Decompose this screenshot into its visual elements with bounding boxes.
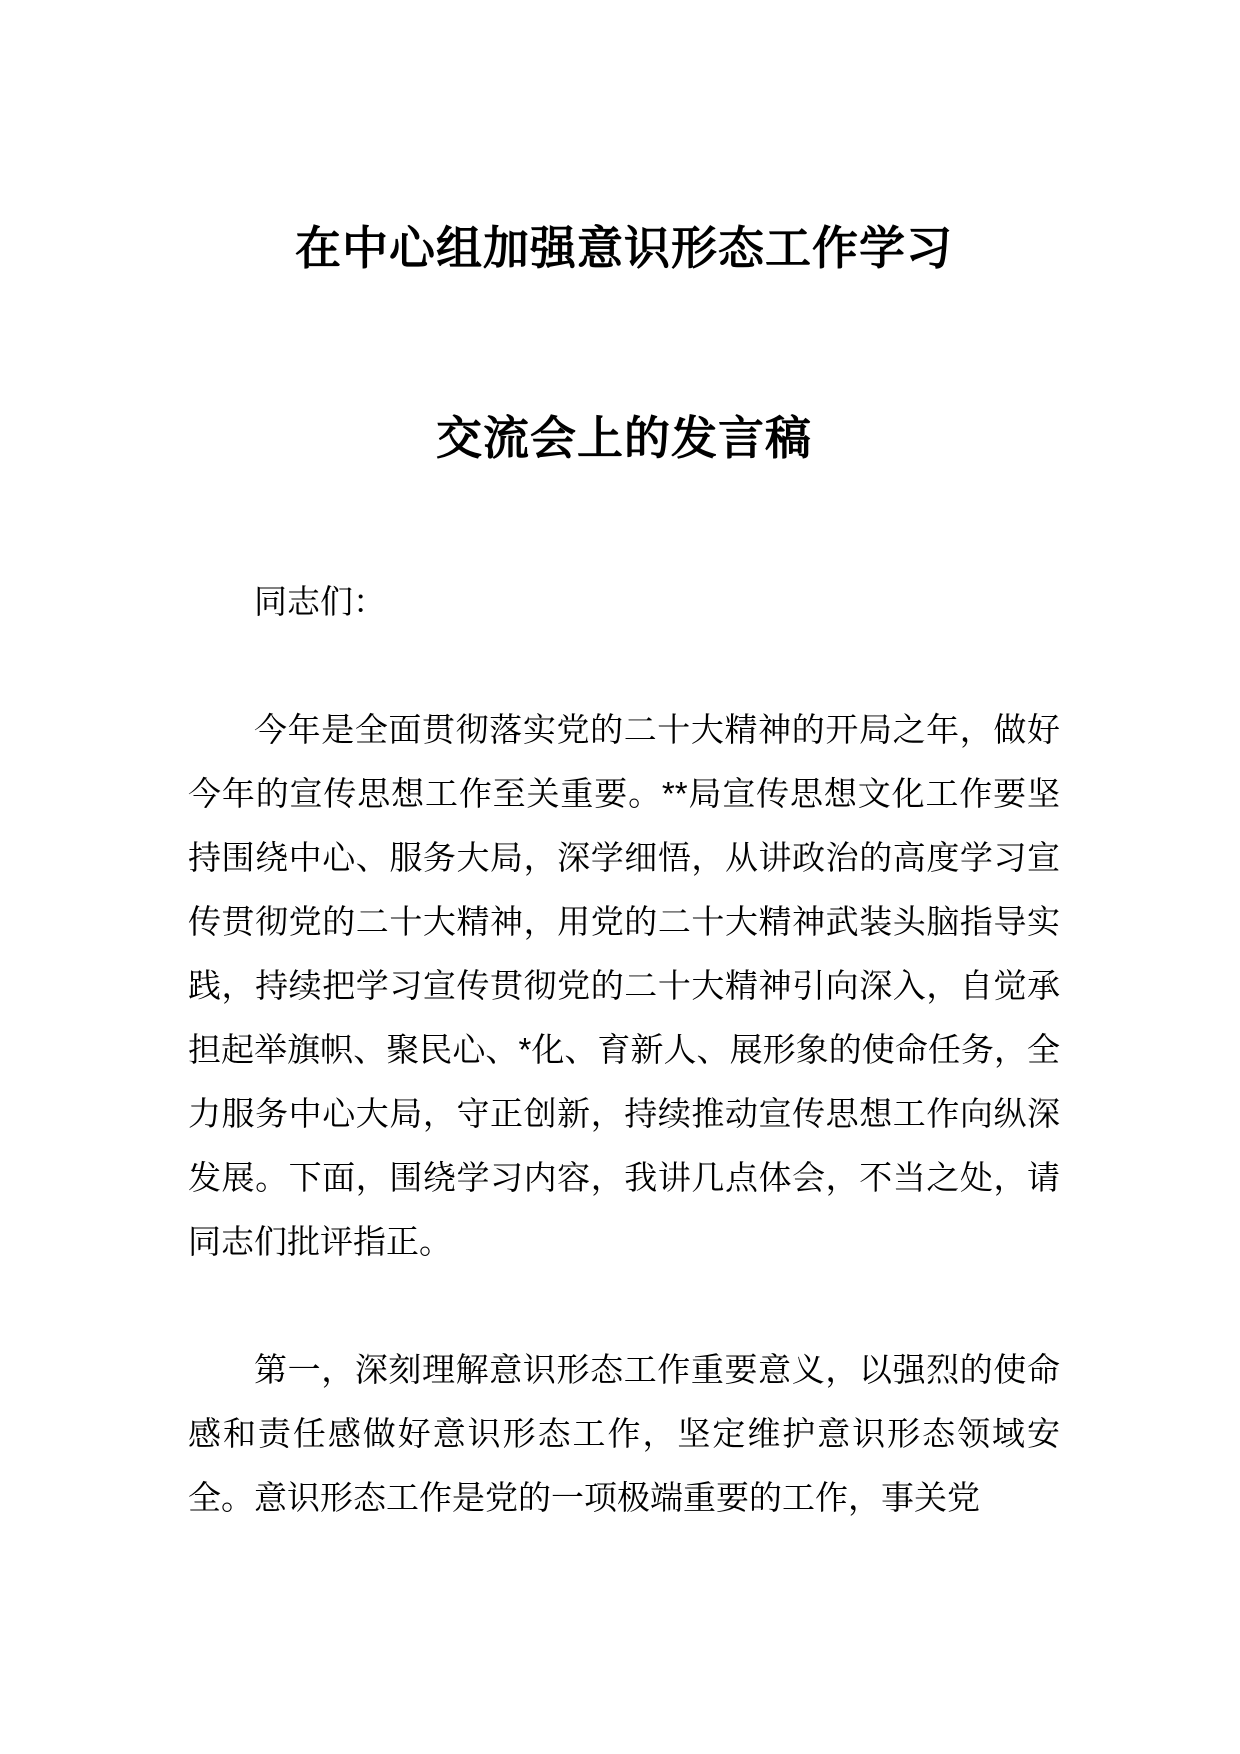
paragraph-2: 第一，深刻理解意识形态工作重要意义，以强烈的使命感和责任感做好意识形态工作，坚定维护意识形态领域安全。意识形态工作是党的一项极端重要的工作，事关党 xyxy=(188,1351,1060,1516)
doc-title-line-1: 在中心组加强意识形态工作学习 xyxy=(295,222,953,274)
paragraph-1: 今年是全面贯彻落实党的二十大精神的开局之年，做好今年的宣传思想工作至关重要。**局宣传思想文化工作要坚持围绕中心、服务大局，深学细悟，从讲政治的高度学习宣传贯彻党的二十大精神，用党的二十大精神武装头脑指导实践，持续把学习宣传贯彻党的二十大精神引向深入，自觉承担起举旗帜、聚民心、*化、育新人、展形象的使命任务，全力服务中心大局，守正创新，持续推动宣传思想工作向纵深发展。下面，围绕学习内容，我讲几点体会，不当之处，请同志们批评指正。 xyxy=(188,711,1060,1260)
salutation: 同志们： xyxy=(254,583,386,620)
doc-title-line-2: 交流会上的发言稿 xyxy=(436,412,812,464)
doc-body xyxy=(188,570,1060,1530)
